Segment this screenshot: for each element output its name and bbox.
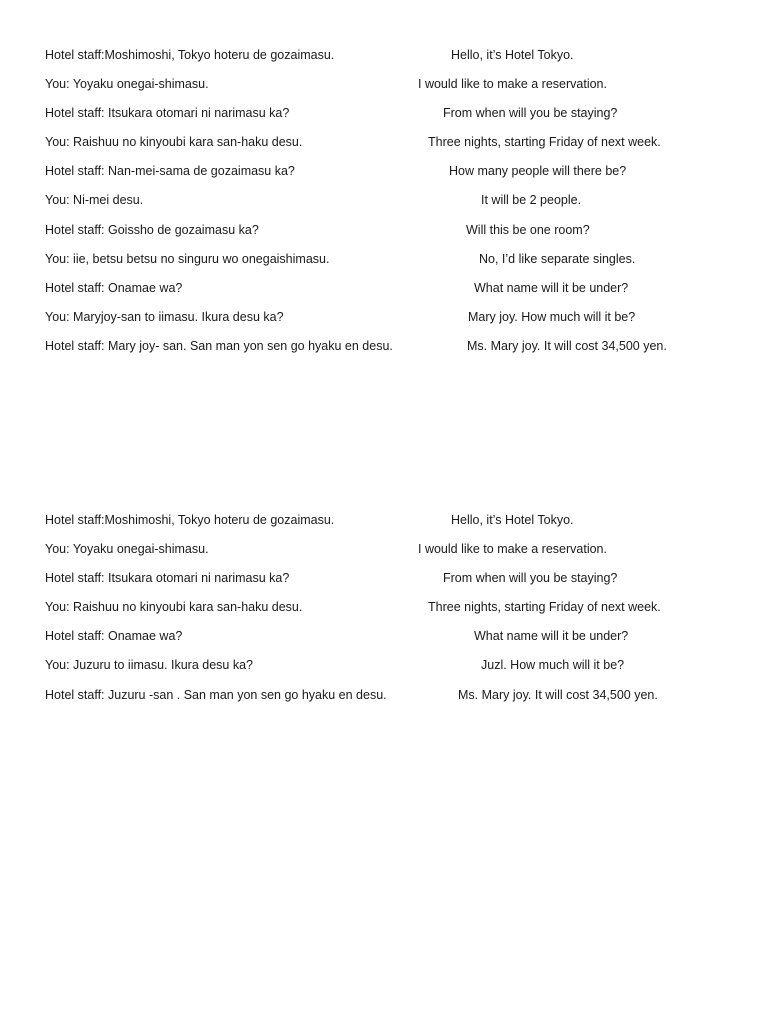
- english-translation: Juzl. How much will it be?: [481, 658, 625, 673]
- romaji-text: You: Yoyaku onegai-shimasu.: [45, 77, 209, 92]
- dialogue-line: [45, 77, 735, 106]
- dialogue-line: [45, 48, 735, 77]
- romaji-text: You: Ni-mei desu.: [45, 193, 144, 208]
- english-translation: What name will it be under?: [474, 629, 629, 644]
- romaji-text: Hotel staff: Onamae wa?: [45, 280, 183, 295]
- english-translation: How many people will there be?: [449, 164, 627, 179]
- english-translation: What name will it be under?: [474, 280, 629, 295]
- romaji-text: You: Raishuu no kinyoubi kara san-haku desu.: [45, 600, 303, 615]
- dialogue-line: [45, 106, 735, 135]
- dialogue-block-2: [45, 513, 735, 717]
- dialogue-line: [45, 658, 735, 687]
- english-translation: It will be 2 people.: [481, 193, 582, 208]
- english-translation: From when will you be staying?: [443, 106, 618, 121]
- romaji-text: Hotel staff: Onamae wa?: [45, 629, 183, 644]
- dialogue-line: [45, 310, 735, 339]
- english-translation: I would like to make a reservation.: [418, 542, 607, 557]
- dialogue-line: [45, 339, 735, 368]
- romaji-text: You: Juzuru to iimasu. Ikura desu ka?: [45, 658, 253, 673]
- romaji-text: Hotel staff: Itsukara otomari ni narimasu ka?: [45, 106, 290, 121]
- romaji-text: Hotel staff: Juzuru -san . San man yon sen go hyaku en desu.: [45, 687, 387, 702]
- dialogue-line: [45, 252, 735, 281]
- english-translation: I would like to make a reservation.: [418, 77, 607, 92]
- romaji-text: Hotel staff: Goissho de gozaimasu ka?: [45, 222, 259, 237]
- english-translation: Mary joy. How much will it be?: [468, 309, 636, 324]
- dialogue-block-1: [45, 48, 735, 368]
- english-translation: Hello, it’s Hotel Tokyo.: [451, 513, 574, 527]
- english-translation: No, I’d like separate singles.: [479, 251, 636, 266]
- dialogue-line: [45, 629, 735, 658]
- romaji-text: You: iie, betsu betsu no singuru wo onegaishimasu.: [45, 251, 330, 266]
- dialogue-line: [45, 135, 735, 164]
- dialogue-line: [45, 513, 735, 542]
- dialogue-line: [45, 164, 735, 193]
- romaji-text: Hotel staff:Moshimoshi, Tokyo hoteru de gozaimasu.: [45, 513, 335, 527]
- dialogue-line: [45, 542, 735, 571]
- english-translation: Ms. Mary joy. It will cost 34,500 yen.: [467, 338, 667, 353]
- english-translation: Three nights, starting Friday of next week.: [428, 135, 661, 150]
- romaji-text: You: Yoyaku onegai-shimasu.: [45, 542, 209, 557]
- dialogue-line: [45, 223, 735, 252]
- romaji-text: Hotel staff: Itsukara otomari ni narimasu ka?: [45, 571, 290, 586]
- romaji-text: Hotel staff: Mary joy- san. San man yon sen go hyaku en desu.: [45, 338, 393, 353]
- english-translation: Three nights, starting Friday of next week.: [428, 600, 661, 615]
- dialogue-line: [45, 281, 735, 310]
- dialogue-line: [45, 688, 735, 717]
- english-translation: From when will you be staying?: [443, 571, 618, 586]
- dialogue-line: [45, 571, 735, 600]
- dialogue-line: [45, 193, 735, 222]
- dialogue-line: [45, 600, 735, 629]
- english-translation: Hello, it’s Hotel Tokyo.: [451, 48, 574, 62]
- romaji-text: You: Maryjoy-san to iimasu. Ikura desu ka?: [45, 309, 284, 324]
- romaji-text: You: Raishuu no kinyoubi kara san-haku desu.: [45, 135, 303, 150]
- romaji-text: Hotel staff:Moshimoshi, Tokyo hoteru de gozaimasu.: [45, 48, 335, 62]
- english-translation: Ms. Mary joy. It will cost 34,500 yen.: [458, 687, 658, 702]
- romaji-text: Hotel staff: Nan-mei-sama de gozaimasu ka?: [45, 164, 295, 179]
- english-translation: Will this be one room?: [466, 222, 590, 237]
